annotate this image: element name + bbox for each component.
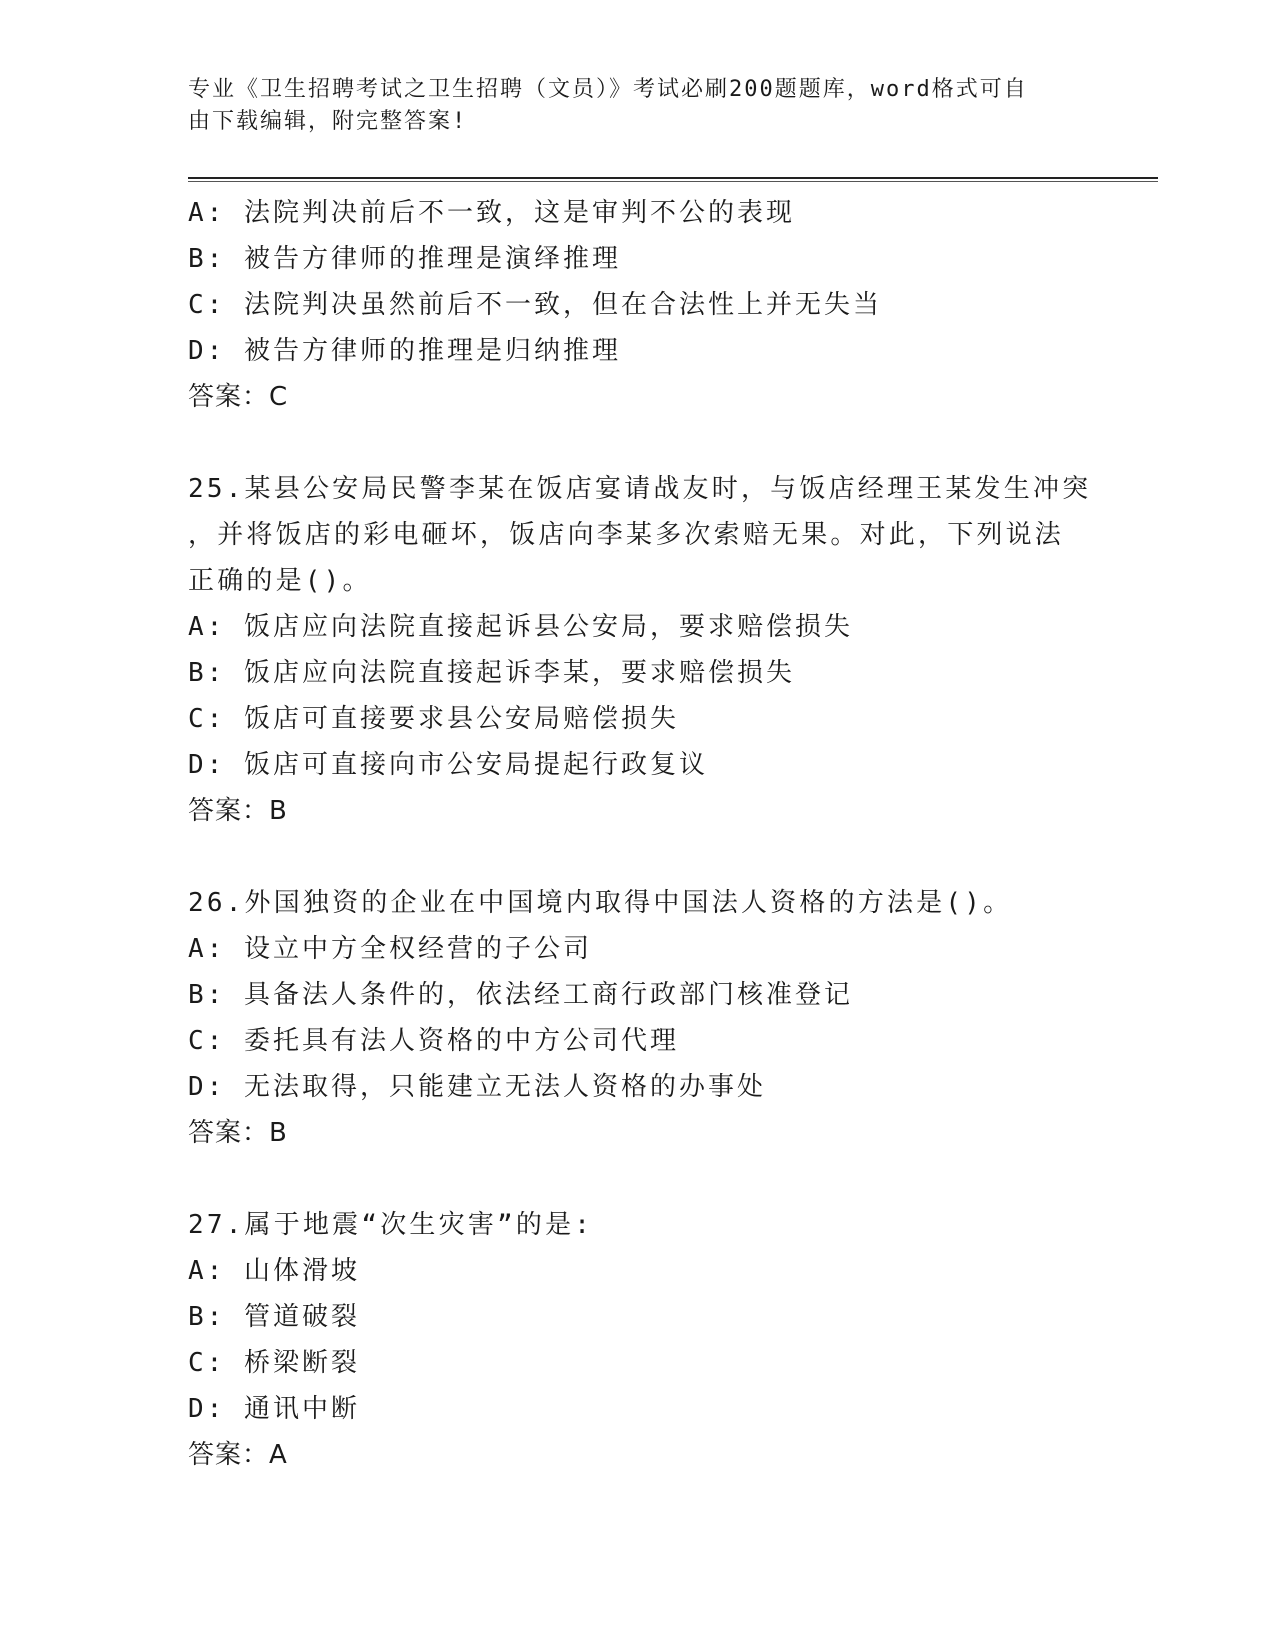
header-line-2: 由下载编辑，附完整答案! (188, 109, 468, 134)
stem-line: ，并将饭店的彩电砸坏，饭店向李某多次索赔无果。对此，下列说法 (188, 520, 1065, 550)
question-stem (188, 880, 1088, 926)
question-25 (188, 466, 1092, 834)
header-divider-thin (188, 181, 1158, 182)
spacer (188, 1156, 1088, 1202)
option-a: A: 设立中方全权经营的子公司 (188, 934, 592, 964)
header-line-1: 专业《卫生招聘考试之卫生招聘（文员）》考试必刷200题题库，word格式可自 (188, 77, 1028, 102)
document-header (188, 74, 1068, 138)
question-24 (188, 190, 1088, 420)
option-d: D: 饭店可直接向市公安局提起行政复议 (188, 750, 708, 780)
header-divider-thick (188, 177, 1158, 179)
spacer (188, 420, 1088, 466)
option-a: A: 法院判决前后不一致，这是审判不公的表现 (188, 198, 795, 228)
stem-line: 正确的是()。 (188, 566, 372, 596)
option-b: B: 管道破裂 (188, 1302, 360, 1332)
question-26 (188, 880, 1088, 1156)
option-d: D: 无法取得，只能建立无法人资格的办事处 (188, 1072, 766, 1102)
question-stem (188, 466, 1092, 604)
answer: 答案：C (188, 382, 289, 412)
option-c: C: 法院判决虽然前后不一致，但在合法性上并无失当 (188, 290, 882, 320)
answer: 答案：A (188, 1440, 288, 1470)
option-a: A: 山体滑坡 (188, 1256, 360, 1286)
stem-line: 27.属于地震“次生灾害”的是: (188, 1210, 594, 1240)
option-c: C: 桥梁断裂 (188, 1348, 360, 1378)
option-d: D: 被告方律师的推理是归纳推理 (188, 336, 621, 366)
question-27 (188, 1202, 1088, 1478)
option-c: C: 委托具有法人资格的中方公司代理 (188, 1026, 679, 1056)
answer: 答案：B (188, 1118, 288, 1148)
stem-line: 26.外国独资的企业在中国境内取得中国法人资格的方法是()。 (188, 888, 1013, 918)
question-stem (188, 1202, 1088, 1248)
question-list (188, 190, 1092, 1478)
option-a: A: 饭店应向法院直接起诉县公安局，要求赔偿损失 (188, 612, 853, 642)
option-d: D: 通讯中断 (188, 1394, 360, 1424)
answer: 答案：B (188, 796, 288, 826)
option-b: B: 饭店应向法院直接起诉李某，要求赔偿损失 (188, 658, 795, 688)
option-b: B: 被告方律师的推理是演绎推理 (188, 244, 621, 274)
spacer (188, 834, 1088, 880)
stem-line: 25.某县公安局民警李某在饭店宴请战友时，与饭店经理王某发生冲突 (188, 474, 1092, 504)
option-c: C: 饭店可直接要求县公安局赔偿损失 (188, 704, 679, 734)
option-b: B: 具备法人条件的，依法经工商行政部门核准登记 (188, 980, 853, 1010)
